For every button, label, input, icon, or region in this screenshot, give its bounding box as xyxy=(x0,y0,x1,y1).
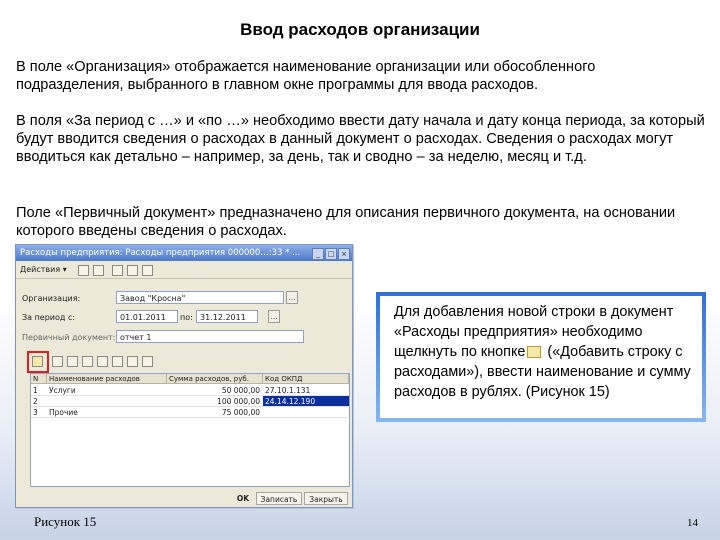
move-up-icon[interactable] xyxy=(97,356,108,367)
ok-button[interactable]: OK xyxy=(236,494,250,503)
org-field[interactable]: Завод "Кросна" xyxy=(116,291,284,304)
copy-icon[interactable] xyxy=(93,265,104,276)
window-title: Расходы предприятия: Расходы предприятия 000000…:33 * ... xyxy=(16,245,352,261)
col-header-sum[interactable]: Сумма расходов, руб. xyxy=(167,374,263,384)
table-cell-code[interactable] xyxy=(263,407,349,418)
refresh-icon[interactable] xyxy=(142,265,153,276)
save-button[interactable]: Записать xyxy=(256,492,302,505)
sort-desc-icon[interactable] xyxy=(142,356,153,367)
table-cell-name[interactable]: Услуги xyxy=(47,385,167,396)
callout-text-part1: Для добавления новой строки в документ «Расходы предприятия» необходимо щелкнуть по кнопке xyxy=(394,304,674,360)
table-cell-name[interactable]: Прочие xyxy=(47,407,167,418)
figure-caption: Рисунок 15 xyxy=(34,514,97,529)
table-cell-code-selected[interactable]: 24.14.12.190 xyxy=(263,396,349,407)
table-cell-sum[interactable]: 50 000,00 xyxy=(167,385,263,396)
table-cell-name[interactable] xyxy=(47,396,167,407)
period-from-field[interactable]: 01.01.2011 xyxy=(116,310,178,323)
table-cell-n: 3 xyxy=(31,407,47,418)
callout-text xyxy=(380,296,702,418)
org-label: Организация: xyxy=(22,294,81,303)
col-header-code[interactable]: Код ОКПД xyxy=(263,374,349,384)
callout-text-part2: («Добавить строку с расходами»), ввести наименование и сумму расходов в рублях. (Рисунок 15) xyxy=(394,344,691,400)
callout-box xyxy=(376,292,706,422)
period-from-label: За период с: xyxy=(22,313,76,322)
col-header-name[interactable]: Наименование расходов xyxy=(47,374,167,384)
primary-doc-label: Первичный документ: xyxy=(22,333,116,342)
close-button[interactable]: Закрыть xyxy=(304,492,348,505)
table-cell-sum[interactable]: 100 000,00 xyxy=(167,396,263,407)
expenses-table xyxy=(30,373,350,487)
col-header-n[interactable]: N xyxy=(31,374,47,384)
add-row-icon[interactable] xyxy=(32,356,43,367)
paragraph-period: В поля «За период с …» и «по …» необходимо ввести дату начала и дату конца периода, за который будут вводится сведения о расходах в данный документ о расходах. Сведения о расходах могут вводиться как детально – например, за день, так и сводно – за неделю, месяц и т.д. xyxy=(16,113,705,165)
sort-asc-icon[interactable] xyxy=(127,356,138,367)
page-number: 14 xyxy=(687,517,698,529)
expenses-window xyxy=(15,244,353,508)
paragraph-primary-document: Поле «Первичный документ» предназначено для описания первичного документа, на основании которого введены сведения о расходах. xyxy=(16,205,676,239)
add-row-icon xyxy=(527,346,541,358)
edit-row-icon[interactable] xyxy=(67,356,78,367)
copy-row-icon[interactable] xyxy=(52,356,63,367)
paragraph-organization: В поле «Организация» отображается наименование организации или обособленного подразделения, выбранного в главном окне программы для ввода расходов. xyxy=(16,59,596,93)
move-down-icon[interactable] xyxy=(112,356,123,367)
maximize-button[interactable]: □ xyxy=(325,248,337,260)
period-to-field[interactable]: 31.12.2011 xyxy=(196,310,258,323)
delete-row-icon[interactable] xyxy=(82,356,93,367)
primary-doc-field[interactable]: отчет 1 xyxy=(116,330,304,343)
table-cell-n: 2 xyxy=(31,396,47,407)
new-icon[interactable] xyxy=(78,265,89,276)
save-icon[interactable] xyxy=(112,265,123,276)
period-select-button[interactable]: … xyxy=(268,310,280,323)
table-cell-code[interactable]: 27.10.1.131 xyxy=(263,385,349,396)
toolbar xyxy=(16,262,352,279)
window-close-icon[interactable]: × xyxy=(338,248,350,260)
table-cell-n: 1 xyxy=(31,385,47,396)
actions-menu[interactable]: Действия ▾ xyxy=(20,265,67,274)
table-cell-sum[interactable]: 75 000,00 xyxy=(167,407,263,418)
minimize-button[interactable]: _ xyxy=(312,248,324,260)
org-select-button[interactable]: … xyxy=(286,291,298,304)
print-icon[interactable] xyxy=(127,265,138,276)
button-bar xyxy=(16,491,352,507)
period-to-label: по: xyxy=(180,313,193,322)
slide-title: Ввод расходов организации xyxy=(240,20,480,39)
